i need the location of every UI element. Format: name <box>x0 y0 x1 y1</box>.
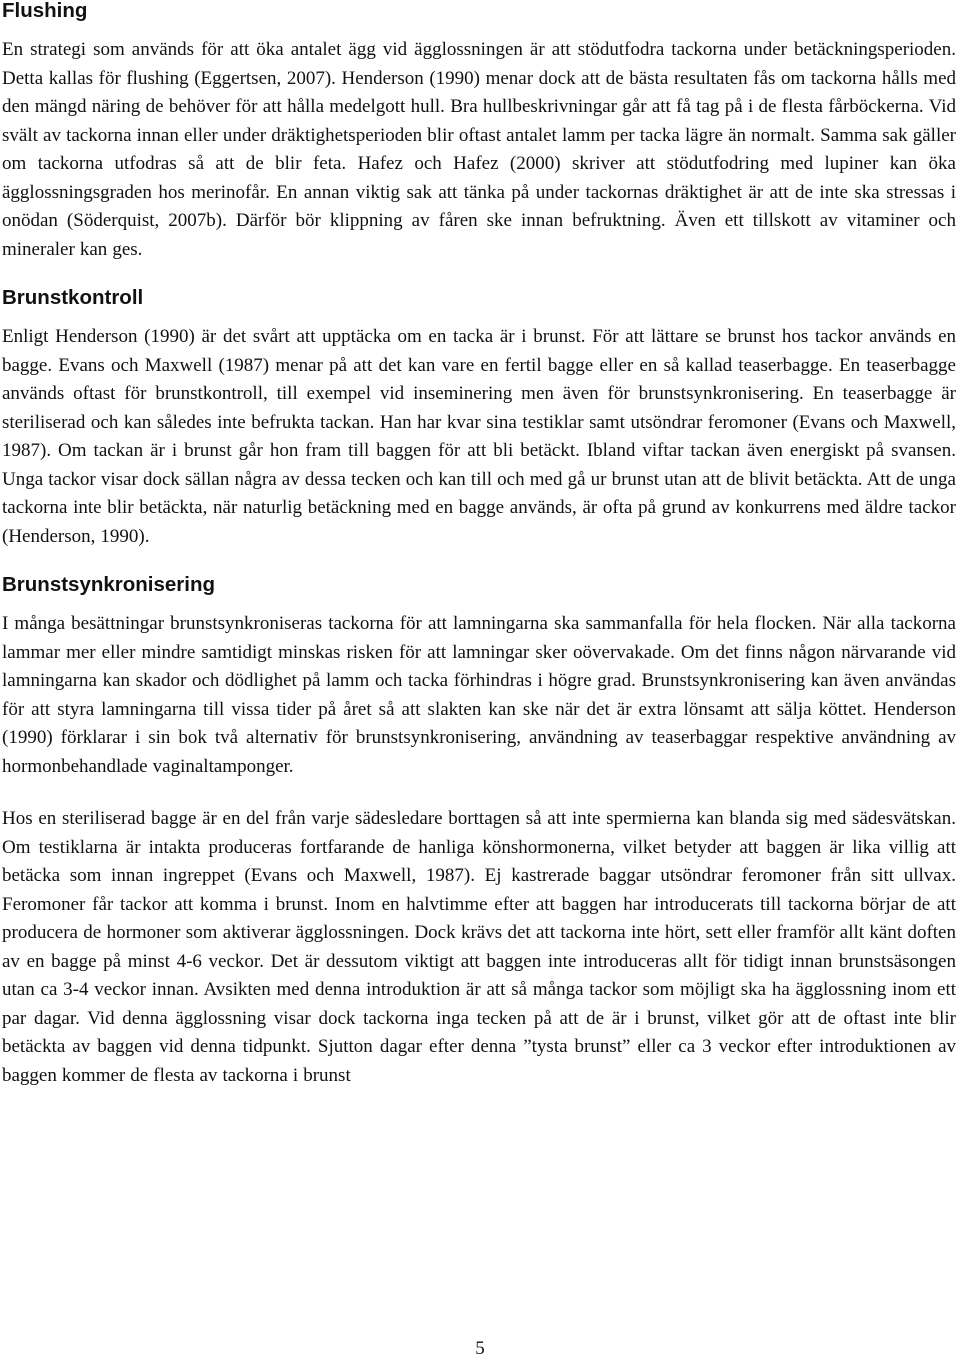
section-heading-brunstkontroll: Brunstkontroll <box>2 286 144 309</box>
paragraph-flushing: En strategi som används för att öka antalet ägg vid ägglossningen är att stödutfodra tackorna under betäckningsperioden. Detta kallas för flushing (Eggertsen, 2007). Henderson (1990) menar dock att de bästa resultaten fås om tackorna hålls med den mängd näring de behöver för att hålla medelgott hull. Bra hullbeskrivningar går att få tag på i de flesta fårböckerna. Vid svält av tackorna innan eller under dräktighetsperioden blir oftast antalet lamm per tacka lägre än normalt. Samma sak gäller om tackorna utfodras så att de blir feta. Hafez och Hafez (2000) skriver att stödutfodring med lupiner kan öka ägglossningsgraden hos merinofår. En annan viktig sak att tänka på under tackornas dräktighet är att de inte ska stressas i onödan (Söderquist, 2007b). Därför bör klippning av fåren ske innan befruktning. Även ett tillskott av vitaminer och mineraler kan ges. <box>2 39 956 260</box>
paragraph-brunstsynkronisering-2: Hos en steriliserad bagge är en del från varje sädesledare borttagen så att inte spermierna kan blanda sig med sädesvätskan. Om testiklarna är intakta produceras fortfarande de hanliga könshormonerna, vilket betyder att baggen är lika villig att betäcka som innan ingreppet (Evans och Maxwell, 1987). Ej kastrerade baggar utsöndrar feromoner från sitt ullvax. Feromoner får tackor att komma i brunst. Inom en halvtimme efter att baggen har introducerats till tackorna börjar de att producera de hormoner som aktiverar ägglossningen. Dock krävs det att tackorna inte hört, sett eller framför allt känt doften av en bagge på minst 4-6 veckor. Det är dessutom viktigt att baggen inte introduceras allt för tidigt innan brunstsäsongen utan ca 3-4 veckor innan. Avsikten med denna introduktion är att så många tackor som möjligt ska ha ägglossning inom ett par dagar. Vid denna ägglossning visar dock tackorna inga tecken på att de är i brunst, vilket gör att de oftast inte blir betäckta av baggen vid denna tidpunkt. Sjutton dagar efter denna ”tysta brunst” eller ca 3 veckor efter introduktionen av baggen kommer de flesta av tackorna i brunst <box>2 808 956 1086</box>
paragraph-brunstkontroll: Enligt Henderson (1990) är det svårt att upptäcka om en tacka är i brunst. För att lättare se brunst hos tackor används en bagge. Evans och Maxwell (1987) menar på att det kan vare en fertil bagge eller en så kallad teaserbagge. En teaserbagge används oftast för brunstkontroll, till exempel vid inseminering men även för brunstsynkronisering. En teaserbagge är steriliserad och kan således inte befrukta tackan. Han har kvar sina testiklar samt utsöndrar feromoner (Evans och Maxwell, 1987). Om tackan är i brunst går hon fram till baggen för att bli betäckt. Ibland viftar tackan även energiskt på svansen. Unga tackor visar dock sällan några av dessa tecken och kan till och med gå ur brunst utan att de blivit betäckta. Att de unga tackorna inte blir betäckta, när naturlig betäckning med en bagge används, är ofta på grund av konkurrens med äldre tackor (Henderson, 1990). <box>2 326 956 547</box>
paragraph-brunstsynkronisering-1: I många besättningar brunstsynkroniseras tackorna för att lamningarna ska sammanfalla för hela flocken. När alla tackorna lammar mer eller mindre samtidigt minskas risken för att lamningar sker oövervakade. Om det finns någon närvarande vid lamningarna kan skador och dödlighet på lamm och tacka förhindras i högre grad. Brunstsynkronisering kan även användas för att styra lamningarna till vissa tider på året så att slakten kan ske när det är extra lönsamt att sälja köttet. Henderson (1990) förklarar i sin bok två alternativ för brunstsynkronisering, användning av teaserbaggar respektive användning av hormonbehandlade vaginaltamponger. <box>2 613 956 777</box>
section-heading-flushing: Flushing <box>2 0 88 22</box>
section-heading-brunstsynkronisering: Brunstsynkronisering <box>2 573 216 596</box>
page-number: 5 <box>475 1338 485 1359</box>
